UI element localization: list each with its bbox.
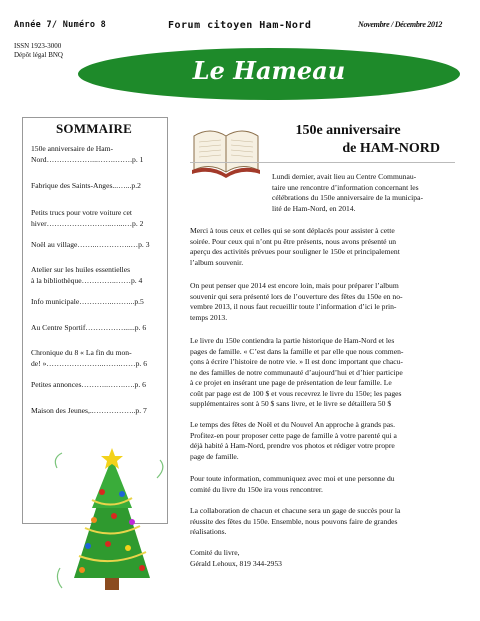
- toc-entry[interactable]: Chronique du 8 « La fin du mon- de! »…………………..…….……p. 6: [31, 348, 148, 368]
- toc-entry[interactable]: Au Centre Sportif……………......p. 6: [31, 323, 147, 332]
- toc-entry[interactable]: Fabrique des Saints-Anges...…...p.2: [31, 181, 141, 190]
- issue-date: Novembre / Décembre 2012: [358, 20, 443, 29]
- title-divider: [190, 162, 455, 163]
- issn-line: ISSN 1923-3000: [14, 42, 62, 50]
- toc-entry[interactable]: Petits trucs pour votre voiture cet hiver……………………..…...…p. 2: [31, 208, 144, 228]
- article-paragraph: Lundi dernier, avait lieu au Centre Communau- taire une rencontre d’information concernant les célébrations du 150e anniversaire de la municipa- lité de Ham-Nord, en 2014.: [272, 172, 423, 213]
- article-paragraph: Pour toute information, communiquez avec moi et une personne du comité du livre du 150e ira vous rencontrer.: [190, 474, 395, 494]
- article-paragraph: Le livre du 150e contiendra la partie historique de Ham-Nord et les pages de famille. « C’est dans la famille et par elle que nous commen- çons à écrire l’histoire de notre vie. » Il est donc important que chacu- ne des familles de notre communauté d’aujourd’hui et d’hier participe à ce projet en insérant une page de présentation de leur famille. Le coût par page est de 100 $ et vous recevrez le livre du 150e; les pages supplémentaires sont à 50 $ sans livre, et le livre se détaillera 50 $: [190, 336, 404, 408]
- article-paragraph: La collaboration de chacun et chacune sera un gage de succès pour la réussite des fêtes du 150e. Ensemble, nous pouvons faire de grandes réalisations.: [190, 506, 401, 536]
- toc-entry[interactable]: Noël au village……..…………..…p. 3: [31, 240, 150, 249]
- toc-entry[interactable]: Petites annonces………..…….….p. 6: [31, 380, 146, 389]
- article-signature: Comité du livre, Gérald Lehoux, 819 344-2953: [190, 548, 282, 568]
- forum-name: Forum citoyen Ham-Nord: [168, 20, 312, 31]
- newsletter-title: Le Hameau: [192, 56, 346, 85]
- toc-entry[interactable]: Atelier sur les huiles essentielles à la bibliothèque…………..……p. 4: [31, 265, 143, 285]
- issue-number: Année 7/ Numéro 8: [14, 20, 107, 30]
- issn-block: [14, 42, 63, 60]
- toc-entry[interactable]: Info municipale…………..……...p.5: [31, 297, 144, 306]
- table-of-contents-title: SOMMAIRE: [56, 121, 132, 136]
- christmas-tree-illustration: [52, 448, 167, 598]
- article-title: [248, 122, 448, 158]
- article-paragraph: Merci à tous ceux et celles qui se sont déplacés pour assister à cette soirée. Pour ceux qui n’ont pu être présents, nous avons présenté un aperçu des activités prévues pour souligner le 150e et principalement l’album souvenir.: [190, 226, 400, 267]
- article-paragraph: Le temps des fêtes de Noël et du Nouvel An approche à grands pas. Profitez-en pour proposer cette page de famille à votre parenté qui a déjà habité à Ham-Nord, prendre vos photos et rédiger votre propre page de famille.: [190, 420, 397, 461]
- toc-entry[interactable]: Maison des Jeunes,..……………..p. 7: [31, 406, 147, 415]
- article-title-line: de HAM-NORD: [342, 141, 440, 156]
- article-title-line: 150e anniversaire: [295, 123, 401, 138]
- legal-deposit-line: Dépôt légal BNQ: [14, 51, 63, 59]
- toc-entry[interactable]: 150e anniversaire de Ham- Nord………………...…….…….p. 1: [31, 144, 144, 164]
- article-paragraph: On peut penser que 2014 est encore loin, mais pour préparer l’album souvenir qui sera présenté lors de l’ouverture des fêtes du 150e en no- vembre 2013, il nous faut recueillir toute l’information d’ici le prin- temps 2013.: [190, 281, 403, 322]
